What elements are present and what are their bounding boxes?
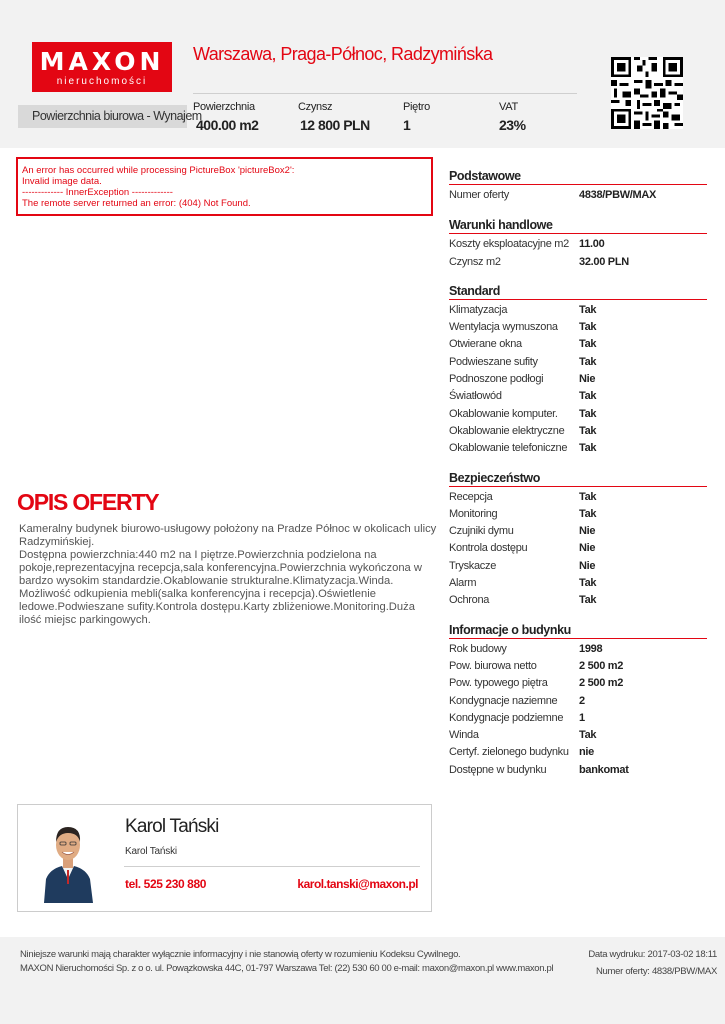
detail-row bbox=[449, 302, 707, 319]
detail-value: Nie bbox=[579, 373, 596, 386]
detail-row bbox=[449, 592, 707, 609]
detail-value: 1 bbox=[579, 711, 585, 724]
detail-value: 2 500 m2 bbox=[579, 659, 624, 672]
detail-label: Certyf. zielonego budynku bbox=[449, 746, 569, 759]
detail-row bbox=[449, 406, 707, 423]
detail-label: Ochrona bbox=[449, 594, 490, 607]
section-divider bbox=[449, 486, 707, 487]
detail-label: Okablowanie elektryczne bbox=[449, 424, 565, 437]
detail-value: Tak bbox=[579, 594, 597, 607]
detail-row bbox=[449, 762, 707, 779]
detail-value: 1998 bbox=[579, 642, 603, 655]
detail-row bbox=[449, 371, 707, 388]
detail-label: Pow. biurowa netto bbox=[449, 659, 537, 672]
details-section bbox=[449, 283, 707, 458]
agent-phone[interactable]: tel. 525 230 880 bbox=[125, 877, 207, 891]
detail-value: Nie bbox=[579, 559, 596, 572]
section-title: Bezpieczeństwo bbox=[449, 470, 540, 485]
detail-value: Tak bbox=[579, 355, 597, 368]
detail-row bbox=[449, 558, 707, 575]
detail-value: 32.00 PLN bbox=[579, 255, 629, 268]
error-line: An error has occurred while processing PictureBox 'pictureBox2': bbox=[22, 165, 295, 176]
footer-disclaimer: Niniejsze warunki mają charakter wyłącznie informacyjny i nie stanowią oferty w rozumieniu Kodeksu Cywilnego. bbox=[20, 949, 461, 960]
stat-label-floor: Piętro bbox=[403, 101, 430, 113]
agent-email-link[interactable]: karol.tanski@maxon.pl bbox=[297, 877, 418, 891]
section-divider bbox=[449, 638, 707, 639]
detail-label: Kondygnacje podziemne bbox=[449, 711, 564, 724]
stat-value-vat: 23% bbox=[499, 117, 526, 133]
detail-label: Kontrola dostępu bbox=[449, 542, 528, 555]
detail-label: Rok budowy bbox=[449, 642, 507, 655]
detail-label: Wentylacja wymuszona bbox=[449, 321, 558, 334]
detail-value: Tak bbox=[579, 407, 597, 420]
agent-subtitle: Karol Tański bbox=[125, 846, 177, 857]
section-title: Warunki handlowe bbox=[449, 218, 553, 233]
detail-row bbox=[449, 693, 707, 710]
image-error-box bbox=[16, 157, 433, 216]
detail-row bbox=[449, 187, 707, 204]
offer-type-badge: Powierzchnia biurowa - Wynajem bbox=[18, 105, 187, 128]
details-section bbox=[449, 470, 707, 610]
detail-row bbox=[449, 710, 707, 727]
detail-row bbox=[449, 440, 707, 457]
section-title: Standard bbox=[449, 283, 500, 298]
detail-row bbox=[449, 423, 707, 440]
detail-label: Klimatyzacja bbox=[449, 303, 508, 316]
detail-value: Tak bbox=[579, 321, 597, 334]
detail-value: 2 bbox=[579, 694, 585, 707]
description-title: OPIS OFERTY bbox=[17, 489, 159, 515]
section-title: Informacje o budynku bbox=[449, 622, 571, 637]
detail-value: Tak bbox=[579, 577, 597, 590]
detail-value: Tak bbox=[579, 338, 597, 351]
detail-row bbox=[449, 744, 707, 761]
detail-row bbox=[449, 727, 707, 744]
stat-value-area: 400.00 m2 bbox=[196, 117, 259, 133]
stat-value-rent: 12 800 PLN bbox=[300, 117, 370, 133]
detail-row bbox=[449, 319, 707, 336]
detail-value: Tak bbox=[579, 490, 597, 503]
detail-row bbox=[449, 236, 707, 253]
detail-row bbox=[449, 641, 707, 658]
detail-label: Recepcja bbox=[449, 490, 493, 503]
agent-photo bbox=[40, 815, 96, 903]
stat-label-rent: Czynsz bbox=[298, 101, 333, 113]
detail-value: 4838/PBW/MAX bbox=[579, 189, 657, 201]
detail-label: Winda bbox=[449, 729, 479, 742]
detail-row bbox=[449, 489, 707, 506]
detail-row bbox=[449, 675, 707, 692]
agent-name: Karol Tański bbox=[125, 816, 219, 837]
maxon-logo: MAXON nieruchomości bbox=[32, 42, 172, 92]
detail-row bbox=[449, 540, 707, 557]
stat-value-floor: 1 bbox=[403, 117, 411, 133]
offer-title: Warszawa, Praga-Północ, Radzymińska bbox=[193, 44, 493, 64]
detail-label: Monitoring bbox=[449, 507, 498, 520]
detail-label: Czynsz m2 bbox=[449, 255, 501, 268]
detail-row bbox=[449, 506, 707, 523]
detail-row bbox=[449, 523, 707, 540]
detail-row bbox=[449, 658, 707, 675]
detail-value: 11.00 bbox=[579, 238, 605, 251]
detail-row bbox=[449, 336, 707, 353]
footer-offer-number: Numer oferty: 4838/PBW/MAX bbox=[595, 966, 717, 977]
detail-label: Czujniki dymu bbox=[449, 525, 514, 538]
footer-company: MAXON Nieruchomości Sp. z o o. ul. Powązkowska 44C, 01-797 Warszawa Tel: (22) 530 60 00 e-mail: maxon@maxon.pl www.maxon.pl bbox=[20, 963, 554, 974]
detail-label: Światłowód bbox=[449, 390, 502, 403]
detail-label: Podnoszone podłogi bbox=[449, 373, 544, 386]
divider bbox=[193, 93, 577, 94]
section-divider bbox=[449, 299, 707, 300]
detail-label: Okablowanie telefoniczne bbox=[449, 442, 568, 455]
detail-value: Tak bbox=[579, 442, 597, 455]
detail-value: Tak bbox=[579, 729, 597, 742]
detail-label: Podwieszane sufity bbox=[449, 355, 538, 368]
detail-value: Nie bbox=[579, 542, 596, 555]
detail-value: Tak bbox=[579, 424, 597, 437]
error-line: ------------- InnerException ------------- bbox=[22, 187, 173, 198]
qr-code-icon bbox=[611, 57, 683, 129]
stat-label-vat: VAT bbox=[499, 101, 518, 113]
detail-label: Kondygnacje naziemne bbox=[449, 694, 558, 707]
detail-value: Tak bbox=[579, 507, 597, 520]
error-line: Invalid image data. bbox=[22, 176, 102, 187]
detail-label: Koszty eksploatacyjne m2 bbox=[449, 238, 569, 251]
error-line: The remote server returned an error: (404) Not Found. bbox=[22, 198, 251, 209]
detail-row bbox=[449, 575, 707, 592]
description-paragraph: Kameralny budynek biurowo-usługowy położony na Pradze Północ w okolicach ulicy Radzymińskiej. Dostępna powierzchnia:440 m2 na I piętrze.Powierzchnia podzielona na pokoje,reprezentacyjna recepcja,sala konferencyjna.Powierzchnia wykończona w bardzo wysokim standardzie.Okablowanie strukturalne.Klimatyzacja.Winda. Możliwość odkupienia mebli(salka konferencyjna i recepcja).Oświetlenie ledowe.Podwieszane sufity.Kontrola dostępu.Karty zbliżeniowe.Monitoring.Duża ilość miejsc parkingowych. bbox=[19, 523, 437, 626]
detail-value: Tak bbox=[579, 303, 597, 316]
detail-value: Nie bbox=[579, 525, 596, 538]
detail-label: Tryskacze bbox=[449, 559, 497, 572]
details-section bbox=[449, 217, 707, 271]
detail-label: Alarm bbox=[449, 577, 477, 590]
footer-print-date: Data wydruku: 2017-03-02 18:11 bbox=[588, 949, 717, 960]
section-title: Podstawowe bbox=[449, 169, 521, 183]
detail-label: Otwierane okna bbox=[449, 338, 522, 351]
detail-row bbox=[449, 254, 707, 271]
section-divider bbox=[449, 184, 707, 185]
stat-label-area: Powierzchnia bbox=[193, 101, 255, 113]
detail-value: nie bbox=[579, 746, 594, 759]
details-section bbox=[449, 622, 707, 779]
description-text bbox=[19, 523, 439, 627]
section-divider bbox=[449, 233, 707, 234]
detail-row bbox=[449, 354, 707, 371]
detail-value: bankomat bbox=[579, 763, 629, 776]
detail-label: Dostępne w budynku bbox=[449, 763, 547, 776]
detail-label: Numer oferty bbox=[449, 189, 509, 201]
detail-row bbox=[449, 388, 707, 405]
detail-value: 2 500 m2 bbox=[579, 677, 624, 690]
detail-label: Pow. typowego piętra bbox=[449, 677, 548, 690]
detail-value: Tak bbox=[579, 390, 597, 403]
details-section bbox=[449, 168, 707, 204]
detail-label: Okablowanie komputer. bbox=[449, 407, 558, 420]
divider bbox=[124, 866, 420, 867]
details-column bbox=[449, 168, 707, 791]
